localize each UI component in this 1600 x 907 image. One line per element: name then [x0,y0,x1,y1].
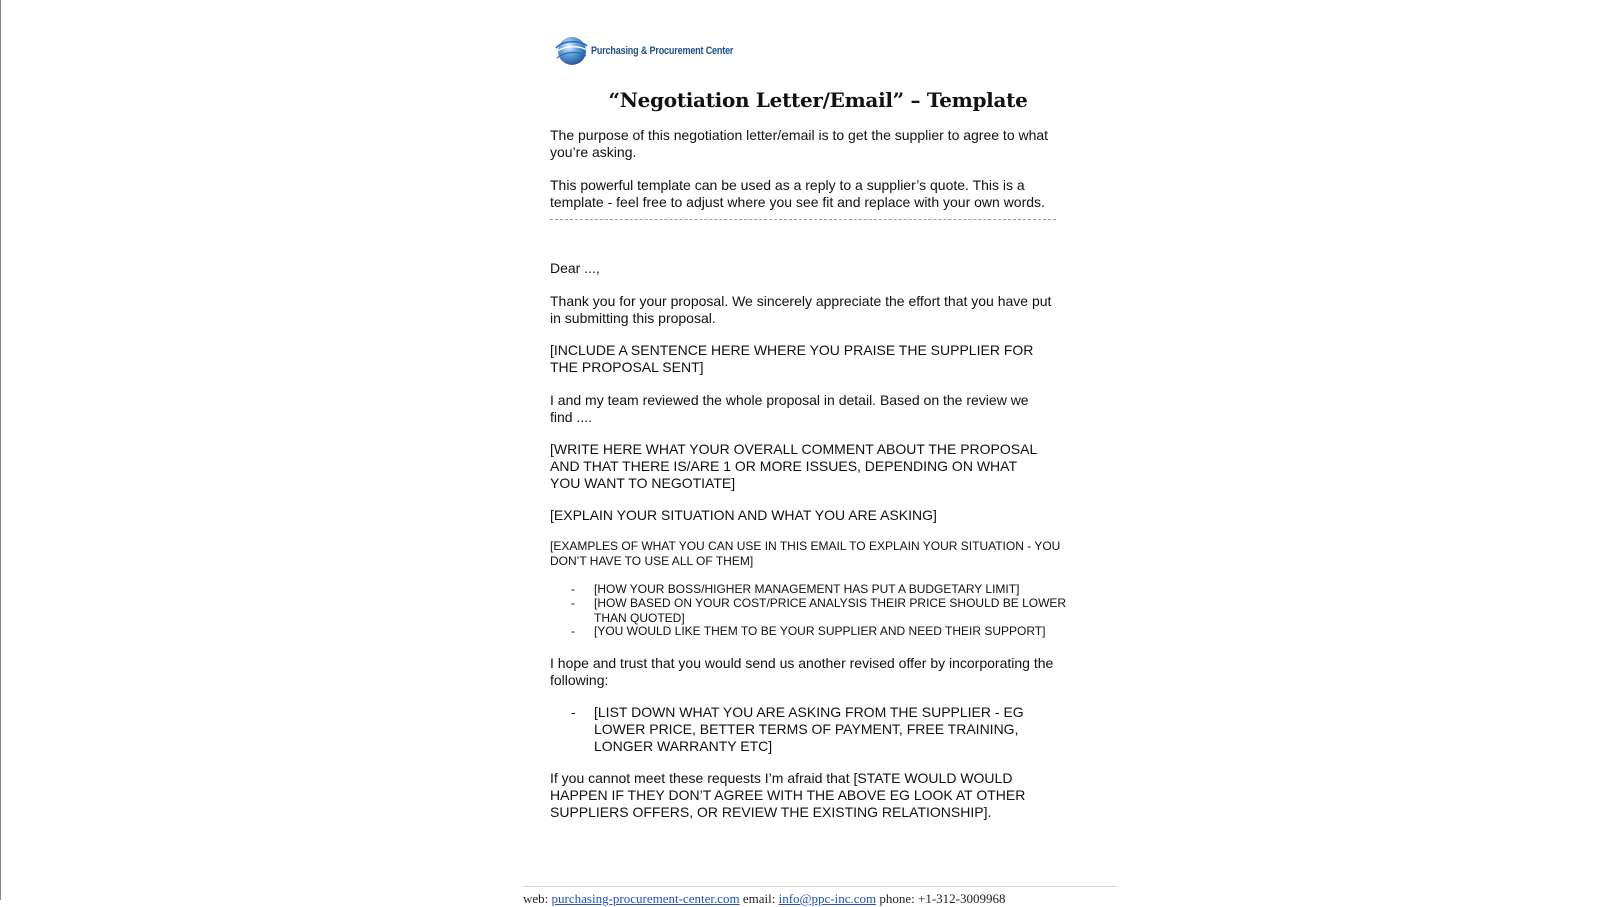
dashed-divider [550,219,1056,220]
letter-overall-placeholder: [WRITE HERE WHAT YOUR OVERALL COMMENT ABOUT THE PROPOSAL AND THAT THERE IS/ARE 1 OR MORE ISSUES, DEPENDING ON WHAT YOU WANT TO NEGOTIATE] [550,441,1038,491]
page-footer [523,891,1006,907]
footer-web-link[interactable]: purchasing-procurement-center.com [551,891,740,906]
letter-thanks: Thank you for your proposal. We sincerely appreciate the effort that you have put in submitting this proposal. [550,293,1052,326]
letter-praise-placeholder: [INCLUDE A SENTENCE HERE WHERE YOU PRAISE THE SUPPLIER FOR THE PROPOSAL SENT] [550,342,1034,375]
document-title: “Negotiation Letter/Email” – Template [608,88,1028,112]
example-bullet-item [550,596,1110,625]
footer-email-label: email: [739,891,779,906]
bullet-dash: - [571,704,576,720]
letter-review: I and my team reviewed the whole proposal in detail. Based on the review we find .... [550,392,1029,425]
intro-usage: This powerful template can be used as a reply to a supplier’s quote. This is a template - feel free to adjust where you see fit and replace with your own words. [550,177,1045,210]
letter-greeting: Dear ..., [550,260,600,276]
letter-closing: If you cannot meet these requests I’m afraid that [STATE WOULD WOULD HAPPEN IF THEY DON’T AGREE WITH THE ABOVE EG LOOK AT OTHER SUPPLIERS OFFERS, OR REVIEW THE EXISTING RELATIONSHIP]. [550,770,1026,820]
letter-hope: I hope and trust that you would send us another revised offer by incorporating the following: [550,655,1054,688]
footer-web-label: web: [523,891,552,906]
globe-swirl-logo-icon [553,34,589,68]
intro-purpose: The purpose of this negotiation letter/email is to get the supplier to agree to what you’re asking. [550,127,1049,160]
example-text: [YOU WOULD LIKE THEM TO BE YOUR SUPPLIER AND NEED THEIR SUPPORT] [594,624,1046,638]
footer-email-link[interactable]: info@ppc-inc.com [778,891,877,906]
ask-text: [LIST DOWN WHAT YOU ARE ASKING FROM THE SUPPLIER - EG LOWER PRICE, BETTER TERMS OF PAYMENT, FREE TRAINING, LONGER WARRANTY ETC] [594,704,1024,754]
footer-phone: phone: +1-312-3009968 [876,891,1006,906]
example-bullet-item [550,582,1110,597]
logo-text: Purchasing & Procurement Center [591,45,734,57]
example-bullet-item [550,624,1110,639]
logo [553,34,765,68]
ask-bullet-item [550,704,1110,755]
footer-divider [523,886,1117,887]
example-text: [HOW YOUR BOSS/HIGHER MANAGEMENT HAS PUT A BUDGETARY LIMIT] [594,582,1020,596]
letter-explain-placeholder: [EXPLAIN YOUR SITUATION AND WHAT YOU ARE ASKING] [550,507,937,523]
example-text: [HOW BASED ON YOUR COST/PRICE ANALYSIS THEIR PRICE SHOULD BE LOWER THAN QUOTED] [594,596,1067,625]
bullet-dash: - [571,582,575,596]
bullet-dash: - [571,596,575,610]
page-left-edge [0,0,1,900]
bullet-dash: - [571,624,575,638]
letter-examples-intro: [EXAMPLES OF WHAT YOU CAN USE IN THIS EMAIL TO EXPLAIN YOUR SITUATION - YOU DON’T HAVE TO USE ALL OF THEM] [550,539,1061,568]
